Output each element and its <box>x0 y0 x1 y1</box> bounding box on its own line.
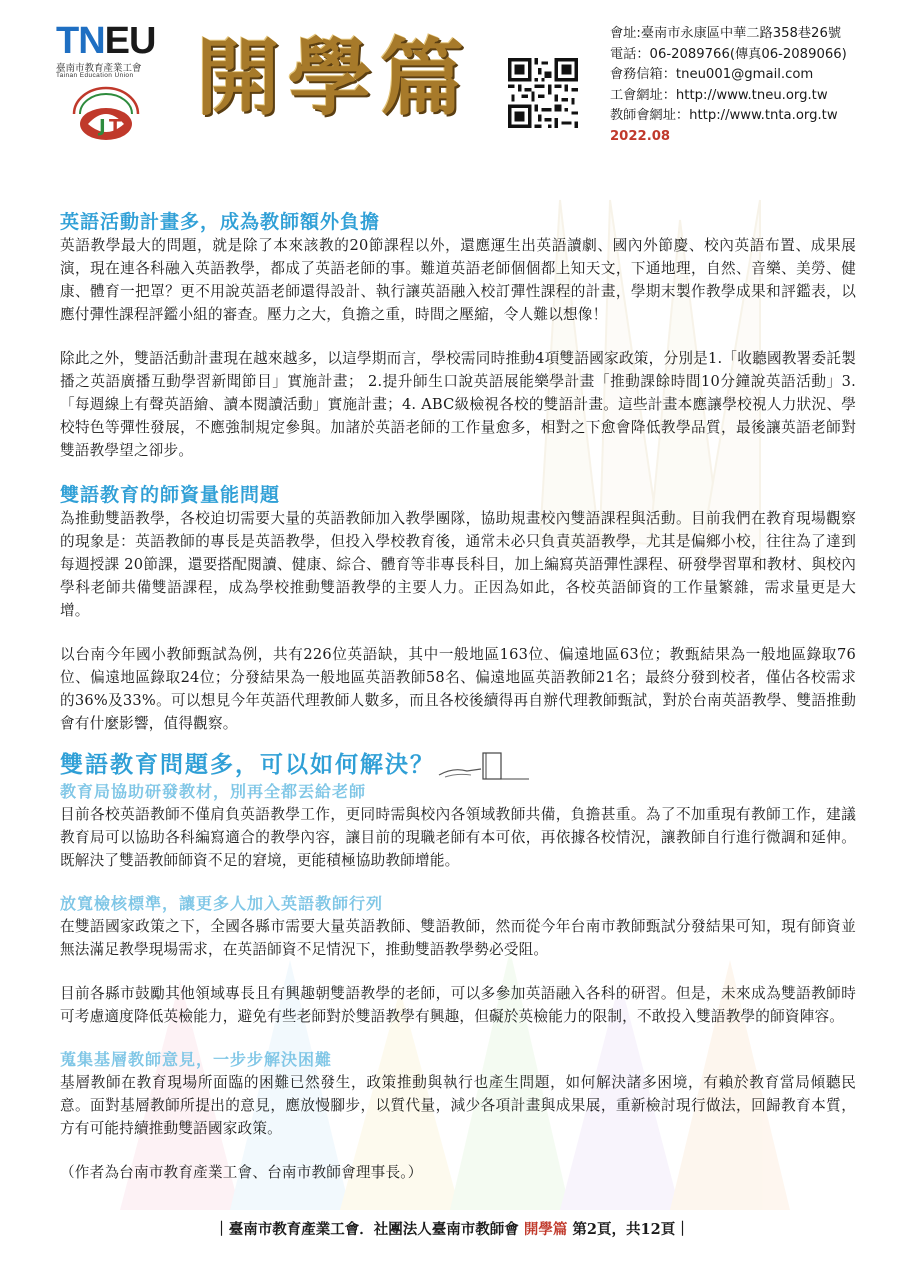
section-heading-solutions <box>60 750 856 781</box>
paragraph: 目前各校英語教師不僅肩負英語教學工作，更同時需與校內各領域教師共備，負擔甚重。為了不加重現有教師工作，建議教育局可以協助各科編寫適合的教學內容，讓目前的現職老師有本可依，再依據各校情況，讓教師自行進行微調和延伸。既解決了雙語教師師資不足的窘境，更能積極協助教師增能。 <box>60 805 856 869</box>
qr-code <box>508 58 578 128</box>
writing-hand-book-icon <box>437 751 529 781</box>
contact-teacher-website: 教師會網址：http://www.tnta.org.tw <box>610 108 838 124</box>
contact-union-website: 工會網址：http://www.tneu.org.tw <box>610 87 828 103</box>
paragraph: 以台南今年國小教師甄試為例，共有226位英語缺，其中一般地區163位、偏遠地區63位；教甄結果為一般地區錄取76位、偏遠地區錄取24位；分發結果為一般地區英語教師58名、偏遠地區英語教師21名；最終分發到校者，僅佔各校需求的36%及33%。可以想見今年英語代理教師人數多，而且各校後續得再自辦代理教師甄試，對於台南英語教學、雙語推動會有什麼影響，值得觀察。 <box>60 646 856 732</box>
author-note: （作者為台南市教育產業工會、台南市教師會理事長。） <box>60 1163 423 1181</box>
svg-text:J: J <box>99 116 106 137</box>
footer-org: ｜臺南市教育產業工會．社團法人臺南市教師會 <box>214 1221 519 1238</box>
contact-address: 會址:臺南市永康區中華二路358巷26號 <box>610 26 842 41</box>
section-heading-teacher-capacity: 雙語教育的師資量能問題 <box>60 484 281 506</box>
paragraph: 為推動雙語教學，各校迫切需要大量的英語教師加入教學團隊，協助規畫校內雙語課程與活動。目前我們在教育現場觀察的現象是：英語教師的專長是英語教學，但投入學校教育後，通常未必只負責英語教學，尤其是偏鄉小校，往往為了達到每週授課 20節課，還要搭配閱讀、健康、綜合、體育等非專長科目，加上編寫英語彈性課程、研發學習單和教材、與校內學科老師共備雙語課程，成為學校推動雙語教學的主要人力。正因為如此，各校英語師資的工作量繁雜，需求量更是大增。 <box>60 510 856 619</box>
union-name-zh: 臺南市教育產業工會 <box>56 63 142 74</box>
page-title: 開學篇 <box>196 29 473 127</box>
page-header <box>0 0 904 170</box>
article-body <box>60 210 856 1184</box>
tneu-logo: TNEU <box>56 20 156 62</box>
paragraph: 在雙語國家政策之下，全國各縣市需要大量英語教師、雙語教師，然而從今年台南市教師甄試分發結果可知，現有師資並無法滿足教學現場需求，在英語師資不足情況下，推動雙語教學勢必受阻。 <box>60 917 856 958</box>
paragraph: 除此之外，雙語活動計畫現在越來越多，以這學期而言，學校需同時推動4項雙語國家政策，分別是1.「收聽國教署委託製播之英語廣播互動學習新聞節目」實施計畫； 2.提升師生口說英語展能樂學計畫「推動課餘時間10分鐘說英語活動」3.「每週線上有聲英語繪、讀本閱讀活動」實施計畫；4. ABC級檢視各校的雙語計畫。這些計畫本應讓學校視人力狀況、學校特色等彈性發展，不應強制規定參與。加諸於英語老師的工作量愈多，相對之下愈會降低教學品質，最後讓英語老師對雙語教學望之卻步。 <box>60 350 856 459</box>
union-name-en: Tainan Education Union <box>56 72 134 79</box>
issue-date: 2022.08 <box>610 128 671 144</box>
paragraph: 目前各縣市鼓勵其他領域專長且有興趣朝雙語教學的老師，可以多參加英語融入各科的研習。但是，未來成為雙語教師時可考慮適度降低英檢能力，避免有些老師對於雙語教學有興趣，但礙於英檢能力的限制，不敢投入雙語教學的師資陣容。 <box>60 984 856 1025</box>
footer-page-number: 第2頁，共12頁｜ <box>572 1221 690 1238</box>
paragraph: 基層教師在教育現場所面臨的困難已然發生，政策推動與執行也產生問題，如何解決諸多困境，有賴於教育當局傾聽民意。面對基層教師所提出的意見，應放慢腳步，以質代量，減少各項計畫與成果展，重新檢討現行做法，回歸教育本質，方有可能持續推動雙語國家政策。 <box>60 1073 856 1137</box>
paragraph: 英語教學最大的問題，就是除了本來該教的20節課程以外，還應運生出英語讀劇、國內外節慶、校內英語布置、成果展演，現在連各科融入英語教學，都成了英語老師的事。難道英語老師個個都上知天文，下通地理，自然、音樂、美勞、健康、體育一把罩？更不用說英語老師還得設計、執行讓英語融入校訂彈性課程的計畫，學期末製作教學成果和評鑑表，以應付彈性課程評鑑小組的審查。壓力之大，負擔之重，時間之壓縮，令人難以想像！ <box>60 237 856 323</box>
contact-phone: 電話：06-2089766(傳真06-2089066) <box>610 46 847 62</box>
svg-text:T: T <box>109 116 122 137</box>
subheading-develop-materials: 教育局協助研發教材，別再全都丟給老師 <box>60 781 367 801</box>
subheading-relax-standards: 放寬檢核標準，讓更多人加入英語教師行列 <box>60 893 384 913</box>
teachers-association-emblem <box>66 84 146 144</box>
contact-email: 會務信箱：tneu001@gmail.com <box>610 67 814 83</box>
section-heading-activity-burden: 英語活動計畫多，成為教師額外負擔 <box>60 211 381 233</box>
contact-info <box>610 24 900 148</box>
page-footer <box>0 1218 904 1239</box>
footer-section-name: 開學篇 <box>523 1221 568 1238</box>
subheading-collect-opinions: 蒐集基層教師意見，一步步解決困難 <box>60 1049 333 1069</box>
solutions-heading-text: 雙語教育問題多，可以如何解決？ <box>60 752 435 778</box>
